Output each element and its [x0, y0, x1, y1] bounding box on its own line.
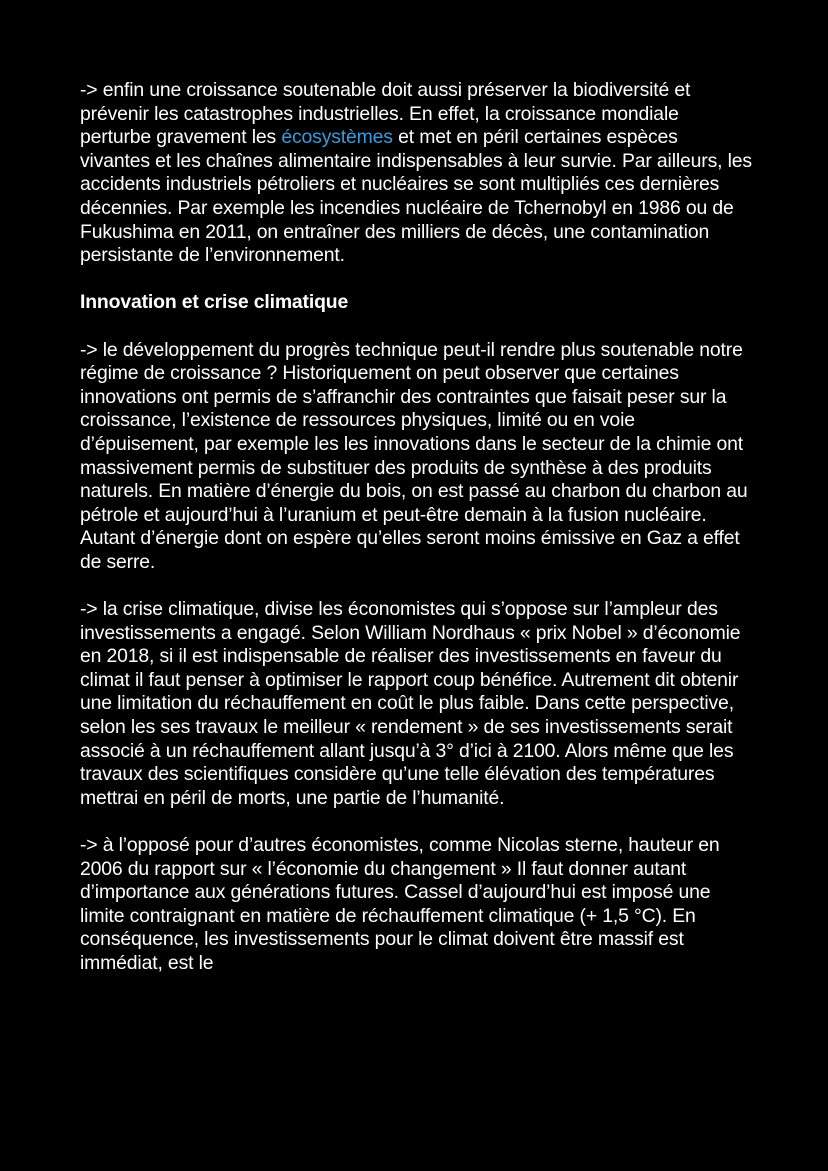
document-page [80, 79, 752, 999]
paragraph-text: -> enfin une croissance soutenable doit aussi préserver la biodiversité et prévenir les catastrophes industrielles. En effet, la croissance mondiale perturbe gravement les [80, 79, 691, 149]
paragraph-technical-progress: -> le développement du progrès technique peut-il rendre plus soutenable notre régime de croissance ? Historiquement on peut observer que certaines innovations ont permis de s’affranchir des contraintes que faisait peser sur la croissance, l’existence de ressources physiques, limité ou en voie d’épuisement, par exemple les les innovations dans le secteur de la chimie ont massivement permis de substituer des produits de synthèse à des produits naturels. En matière d’énergie du bois, on est passé au charbon du charbon au pétrole et aujourd’hui à l’uranium et peut-être demain à la fusion nucléaire. Autant d’énergie dont on espère qu’elles seront moins émissive en Gaz a effet de serre. [80, 338, 748, 573]
section-heading: Innovation et crise climatique [80, 291, 349, 314]
paragraph-other-economists: -> à l’opposé pour d’autres économistes, comme Nicolas sterne, hauteur en 2006 du rapport sur « l’économie du changement » Il faut donner autant d’importance aux générations futures. Cassel d’aujourd’hui est imposé une limite contraignant en matière de réchauffement climatique (+ 1,5 °C). En conséquence, les investissements pour le climat doivent être massif est immédiat, est le [80, 834, 720, 974]
paragraph-biodiversity [80, 79, 752, 268]
ecosystemes-link[interactable]: écosystèmes [281, 126, 393, 149]
paragraph-climate-crisis: -> la crise climatique, divise les économistes qui s’oppose sur l’ampleur des investissements a engagé. Selon William Nordhaus « prix Nobel » d’économie en 2018, si il est indispensable de réaliser des investissements en faveur du climat il faut penser à optimiser le rapport coup bénéfice. Autrement dit obtenir une limitation du réchauffement en coût le plus faible. Dans cette perspective, selon les ses travaux le meilleur « rendement » de ses investissements serait associé à un réchauffement allant jusqu’à 3° d’ici à 2100. Alors même que les travaux des scientifiques considère qu’une telle élévation des températures mettrai en péril de morts, une partie de l’humanité. [80, 598, 741, 809]
paragraph-text: et met en péril certaines espèces vivantes et les chaînes alimentaire indispensables à leur survie. Par ailleurs, les accidents industriels pétroliers et nucléaires se sont multipliés ces dernières décennies. Par exemple les incendies nucléaire de Tchernobyl en 1986 ou de Fukushima en 2011, on entraîner des milliers de décès, une contamination persistante de l’environnement. [80, 126, 752, 267]
